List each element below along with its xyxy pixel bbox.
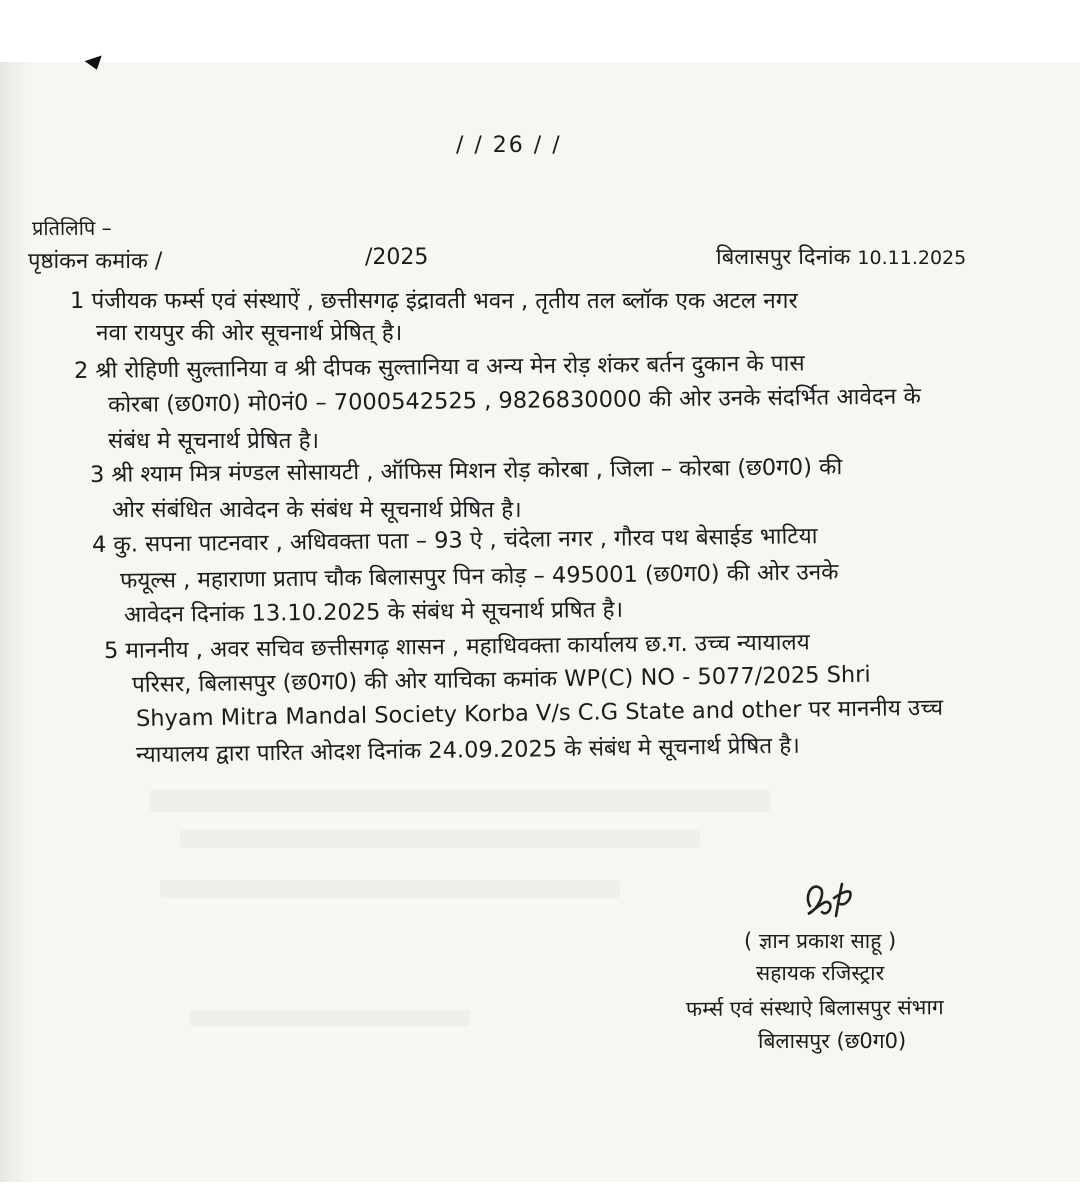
body-line: आवेदन दिनांक 13.10.2025 के संबंध मे सूचनार्थ प्रषित है।: [123, 596, 624, 628]
signatory-office: फर्म्स एवं संस्थाऐ बिलासपुर संभाग: [685, 995, 944, 1021]
page-background-bottom: [0, 1182, 1080, 1197]
signatory-designation: सहायक रजिस्ट्रार: [756, 961, 885, 985]
body-line: परिसर, बिलासपुर (छ0ग0) की ओर याचिका कमांक WP(C) NO - 5077/2025 Shri: [131, 661, 871, 698]
body-line: ओर संबंधित आवेदन के संबंध मे सूचनार्थ प्रेषित है।: [112, 497, 522, 523]
page-background-top: [0, 0, 1080, 62]
reference-label: पृष्ठांकन कमांक /: [28, 249, 163, 274]
body-line: कोरबा (छ0ग0) मो0नं0 – 7000542525 , 9826830000 की ओर उनके संदर्भित आवेदन के: [107, 383, 921, 418]
body-line: 3 श्री श्याम मित्र मंण्डल सोसायटी , ऑफिस मिशन रोड़ कोरबा , जिला – कोरबा (छ0ग0) की: [89, 454, 843, 488]
bleed-through-mark: [150, 790, 770, 812]
body-line: 5 माननीय , अवर सचिव छत्तीसगढ़ शासन , महाधिवक्ता कार्यालय छ.ग. उच्च न्यायालय: [103, 629, 810, 664]
bleed-through-mark: [160, 880, 620, 898]
body-line: Shyam Mitra Mandal Society Korba V/s C.G State and other पर माननीय उच्च: [135, 694, 944, 732]
bleed-through-mark: [180, 830, 700, 848]
handwritten-signature: [796, 876, 860, 926]
bleed-through-mark: [190, 1010, 470, 1026]
body-line: संबंध मे सूचनार्थ प्रेषित है।: [108, 428, 320, 454]
place-date: [716, 243, 966, 273]
body-line: 1 पंजीयक फर्म्स एवं संस्थाऐं , छत्तीसगढ़ इंद्रावती भवन , तृतीय तल ब्लॉक एक अटल नगर: [70, 288, 798, 314]
date-value: 10.11.2025: [857, 247, 967, 269]
page-number: / / 26 / /: [456, 133, 562, 158]
body-line: न्यायालय द्वारा पारित ओदश दिनांक 24.09.2025 के संबंध मे सूचनार्थ प्रेषित है।: [135, 732, 800, 768]
signatory-name: ( ज्ञान प्रकाश साहू ): [744, 929, 897, 953]
body-line: फयूल्स , महाराणा प्रताप चौक बिलासपुर पिन कोड़ – 495001 (छ0ग0) की ओर उनके: [119, 559, 839, 594]
body-line: नवा रायपुर की ओर सूचनार्थ प्रेषित् है।: [96, 320, 403, 346]
signatory-place: बिलासपुर (छ0ग0): [758, 1029, 907, 1053]
body-line: 4 कु. सपना पाटनवार , अधिवक्ता पता – 93 ऐ , चंदेला नगर , गौरव पथ बेसाईड भाटिया: [91, 523, 818, 558]
reference-year: /2025: [365, 245, 429, 270]
body-line: 2 श्री रोहिणी सुल्तानिया व श्री दीपक सुल्तानिया व अन्य मेन रोड़ शंकर बर्तन दुकान के पास: [73, 350, 805, 384]
place-label: बिलासपुर दिनांक: [716, 245, 851, 270]
paper-edge-shade: [0, 62, 28, 1182]
copy-label: प्रतिलिपि –: [32, 216, 112, 240]
